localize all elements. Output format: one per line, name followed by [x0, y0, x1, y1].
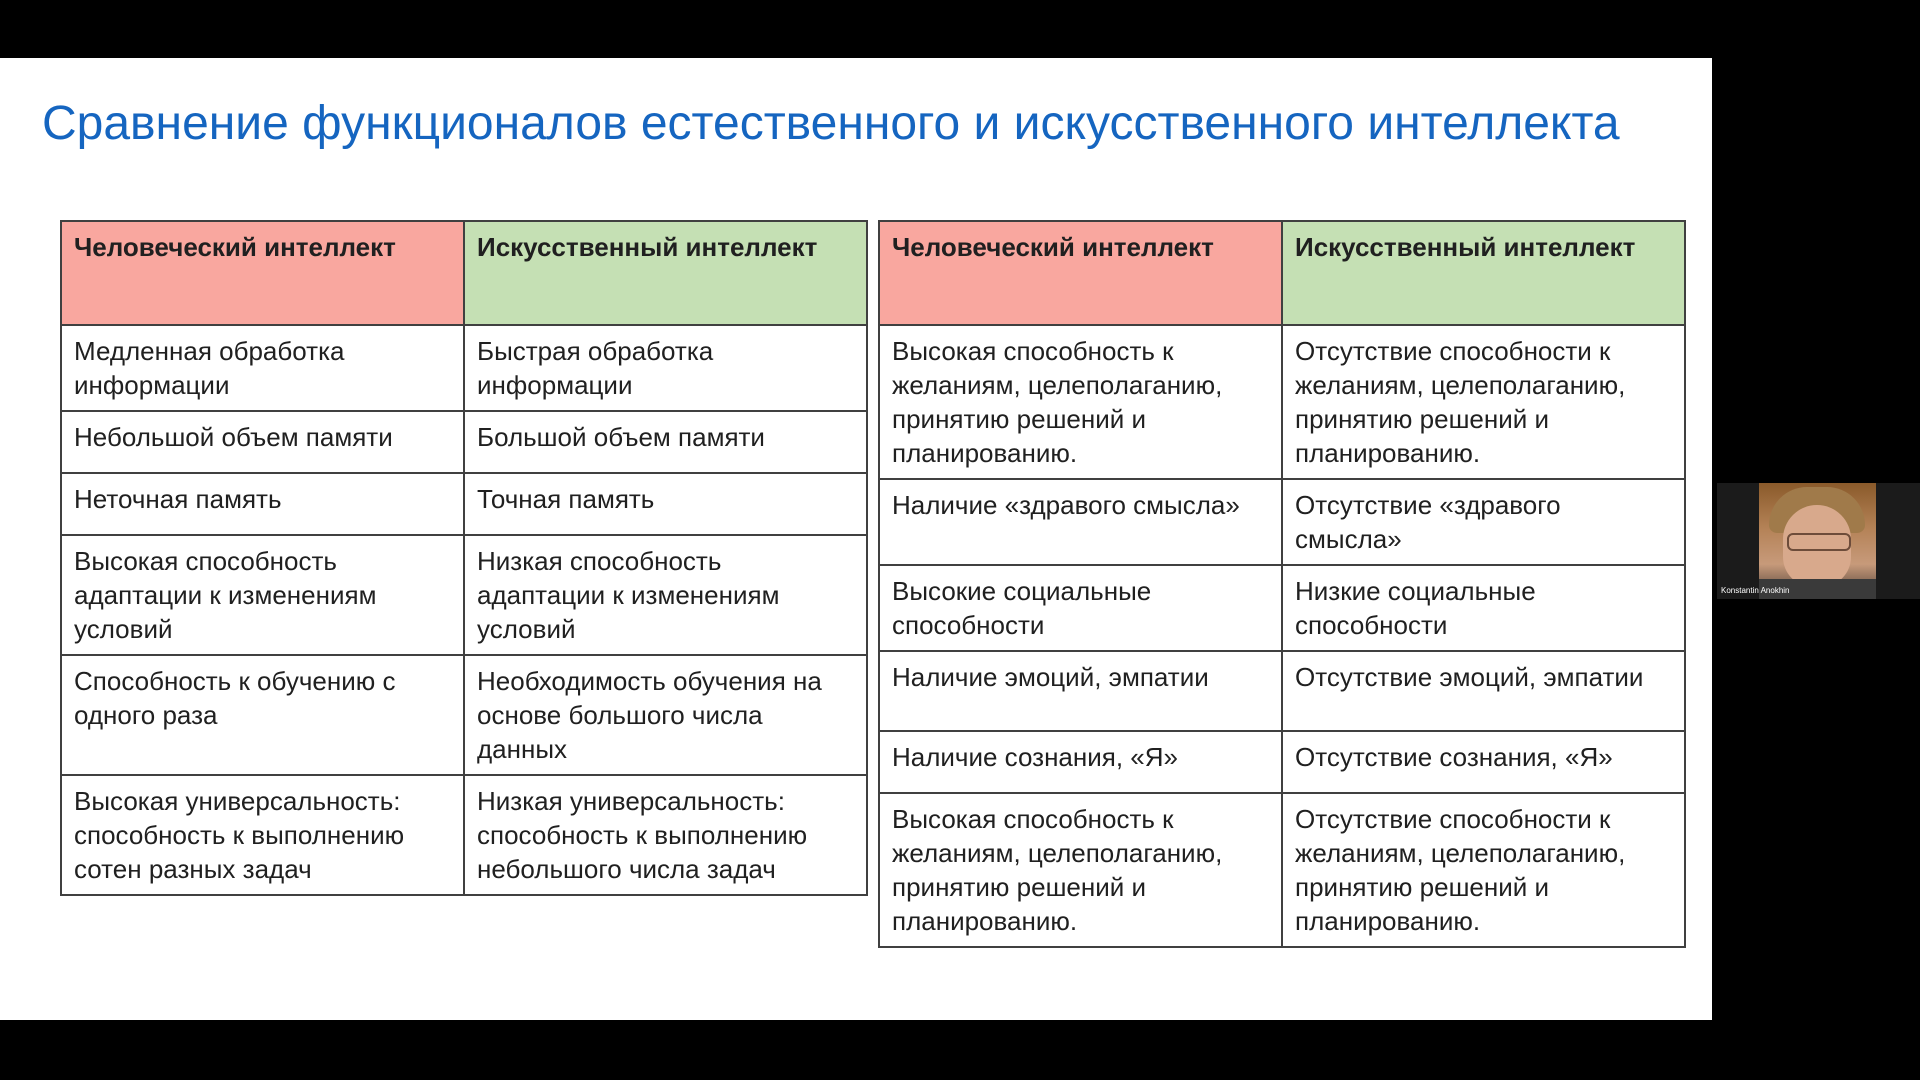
cell-human: Неточная память [61, 473, 464, 535]
cell-ai: Быстрая обработка информации [464, 325, 867, 411]
table-header-row [61, 221, 867, 325]
participant-name: Konstantin Anokhin [1721, 586, 1790, 595]
cell-human: Высокая способность к желаниям, целеполаганию, принятию решений и планированию. [879, 793, 1282, 947]
presentation-slide [0, 58, 1712, 1020]
cell-human: Высокая способность к желаниям, целеполаганию, принятию решений и планированию. [879, 325, 1282, 479]
cell-human: Высокая универсальность: способность к выполнению сотен разных задач [61, 775, 464, 895]
cell-human: Наличие эмоций, эмпатии [879, 651, 1282, 731]
cell-ai: Отсутствие способности к желаниям, целеполаганию, принятию решений и планированию. [1282, 793, 1685, 947]
cell-human: Высокие социальные способности [879, 565, 1282, 651]
comparison-table-right [878, 220, 1686, 948]
cell-ai: Отсутствие способности к желаниям, целеполаганию, принятию решений и планированию. [1282, 325, 1685, 479]
participant-video [1759, 483, 1876, 599]
table-row [61, 411, 867, 473]
header-artificial-intellect: Искусственный интеллект [464, 221, 867, 325]
cell-ai: Необходимость обучения на основе большого числа данных [464, 655, 867, 775]
cell-human: Медленная обработка информации [61, 325, 464, 411]
cell-human: Наличие сознания, «Я» [879, 731, 1282, 793]
participant-video-tile[interactable] [1717, 483, 1920, 599]
cell-ai: Отсутствие сознания, «Я» [1282, 731, 1685, 793]
table-row [879, 479, 1685, 565]
header-human-intellect: Человеческий интеллект [61, 221, 464, 325]
cell-ai: Низкие социальные способности [1282, 565, 1685, 651]
table-row [61, 655, 867, 775]
cell-ai: Низкая способность адаптации к изменениям условий [464, 535, 867, 655]
table-row [61, 473, 867, 535]
header-artificial-intellect: Искусственный интеллект [1282, 221, 1685, 325]
header-human-intellect: Человеческий интеллект [879, 221, 1282, 325]
table-header-row [879, 221, 1685, 325]
table-row [879, 565, 1685, 651]
cell-ai: Отсутствие «здравого смысла» [1282, 479, 1685, 565]
cell-ai: Низкая универсальность: способность к выполнению небольшого числа задач [464, 775, 867, 895]
cell-human: Высокая способность адаптации к изменениям условий [61, 535, 464, 655]
table-row [879, 325, 1685, 479]
cell-ai: Большой объем памяти [464, 411, 867, 473]
cell-ai: Отсутствие эмоций, эмпатии [1282, 651, 1685, 731]
table-row [61, 775, 867, 895]
slide-title: Сравнение функционалов естественного и искусственного интеллекта [42, 97, 1620, 150]
cell-human: Наличие «здравого смысла» [879, 479, 1282, 565]
table-row [61, 325, 867, 411]
cell-human: Небольшой объем памяти [61, 411, 464, 473]
cell-ai: Точная память [464, 473, 867, 535]
table-row [879, 793, 1685, 947]
table-row [879, 731, 1685, 793]
comparison-table-left [60, 220, 868, 896]
cell-human: Способность к обучению с одного раза [61, 655, 464, 775]
table-row [61, 535, 867, 655]
table-row [879, 651, 1685, 731]
